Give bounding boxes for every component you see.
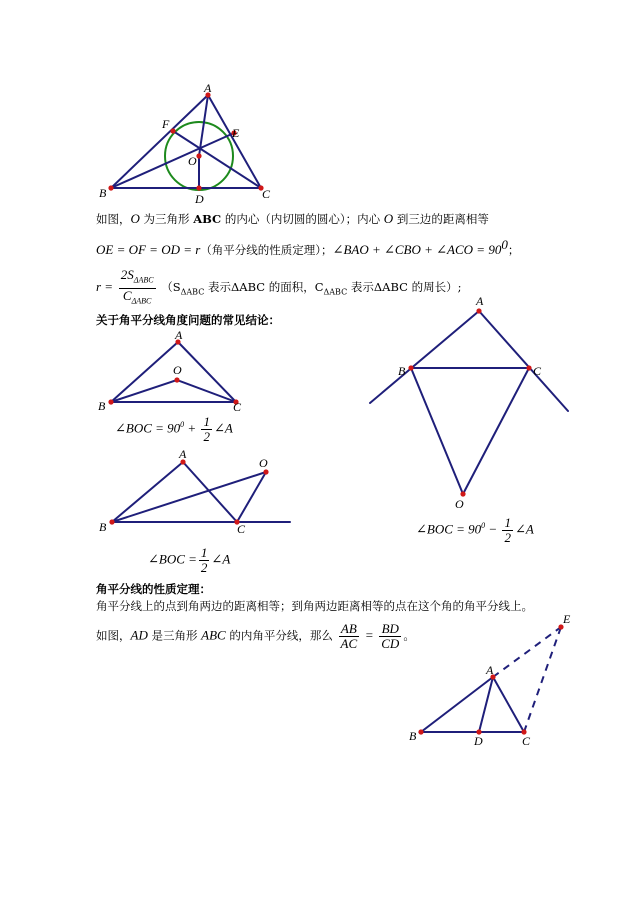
label-d: D [474, 734, 483, 748]
formula-part: ∠A [211, 551, 231, 567]
text-segment: 如图， [96, 212, 131, 226]
label-c: C [237, 522, 246, 536]
text-segment: 是三角形 [147, 628, 202, 643]
degree-sup: 0 [501, 237, 508, 252]
text-segment: 到三边的距离相等 [393, 212, 489, 226]
math-o: O [130, 211, 140, 226]
frac-denominator-sub: ΔABC [131, 296, 152, 306]
point-b [418, 729, 423, 734]
label-o: O [455, 497, 464, 511]
label-e: E [232, 126, 240, 140]
text-segment: ； [507, 242, 520, 257]
formula-part: ∠BOC = 90 [416, 521, 482, 537]
label-a: A [179, 447, 187, 461]
frac-denominator: CD [381, 636, 400, 651]
label-b: B [99, 186, 107, 200]
frac-numerator: AB [339, 622, 360, 637]
label-o: O [259, 456, 268, 470]
frac-denominator: 2 [203, 429, 210, 444]
text-segment: 的内角平分线，那么 [225, 628, 333, 643]
formula-part: − [485, 521, 501, 537]
frac-numerator: 1 [504, 515, 511, 530]
frac-denominator: C [122, 287, 132, 303]
frac-numerator-sub: ΔABC [133, 275, 154, 285]
heading-bisector-theorem: 角平分线的性质定理： [96, 582, 211, 596]
text-segment: 如图， [96, 628, 131, 643]
formula-part: + [184, 420, 200, 436]
degree-sup: 0 [481, 521, 486, 531]
frac-denominator: 2 [504, 530, 511, 545]
frac-denominator: 2 [200, 560, 208, 575]
perimeter-sub: ΔABC [323, 287, 348, 297]
heading-angle-conclusions: 关于角平分线角度问题的常见结论： [96, 313, 280, 327]
label-o: O [188, 154, 197, 168]
math-abc: ABC [201, 627, 226, 643]
label-b: B [99, 520, 107, 534]
label-a: A [204, 81, 212, 95]
label-b: B [98, 399, 106, 413]
equal-distances: OE = OF = OD = r [96, 241, 201, 257]
text-segment: 的内心（内切圆的圆心）；内心 [221, 212, 384, 226]
text-segment: 表示ΔABC 的面积，C [204, 280, 324, 295]
label-b: B [398, 364, 406, 378]
formula-part: ∠A [213, 420, 233, 436]
label-a: A [175, 328, 183, 342]
area-sub: ΔABC [180, 287, 205, 297]
frac-numerator: 2S [120, 267, 134, 282]
equals-sign: = [364, 627, 374, 643]
text-abc: ABC [193, 212, 222, 226]
label-c: C [262, 187, 271, 201]
formula-part: ∠A [514, 521, 534, 537]
label-d: D [195, 192, 204, 206]
theorem-text: 角平分线上的点到角两边的距离相等；到角两边距离相等的点在这个角的角平分线上。 [96, 599, 533, 613]
frac-denominator: AC [340, 636, 358, 651]
text-segment: 表示ΔABC 的周长）; [347, 280, 462, 295]
text-segment: （S [161, 280, 181, 295]
angle-sum: ∠BAO + ∠CBO + ∠ACO = 90 [332, 241, 502, 257]
label-b: B [409, 729, 417, 743]
text-segment: 。 [403, 628, 415, 643]
formula-part: ∠BOC = 90 [115, 420, 181, 436]
triangle-abc [421, 677, 524, 732]
math-r: r = [96, 279, 114, 295]
math-ad: AD [130, 627, 148, 643]
dashed-ce [524, 627, 561, 732]
degree-sup: 0 [180, 420, 185, 430]
label-e: E [563, 612, 571, 626]
label-c: C [522, 734, 531, 748]
frac-numerator: 1 [200, 545, 208, 560]
label-a: A [486, 663, 494, 677]
label-a: A [476, 294, 484, 308]
formula-part: ∠BOC = [148, 551, 197, 567]
math-o: O [383, 211, 394, 226]
frac-numerator: 1 [203, 414, 210, 429]
text-segment: （角平分线的性质定理）； [200, 242, 333, 257]
label-c: C [233, 400, 242, 414]
label-f: F [162, 117, 170, 131]
label-c: C [533, 364, 542, 378]
frac-numerator: BD [379, 622, 401, 637]
label-o: O [173, 363, 182, 377]
dashed-ae [493, 627, 561, 677]
text-segment: 为三角形 [139, 212, 194, 226]
